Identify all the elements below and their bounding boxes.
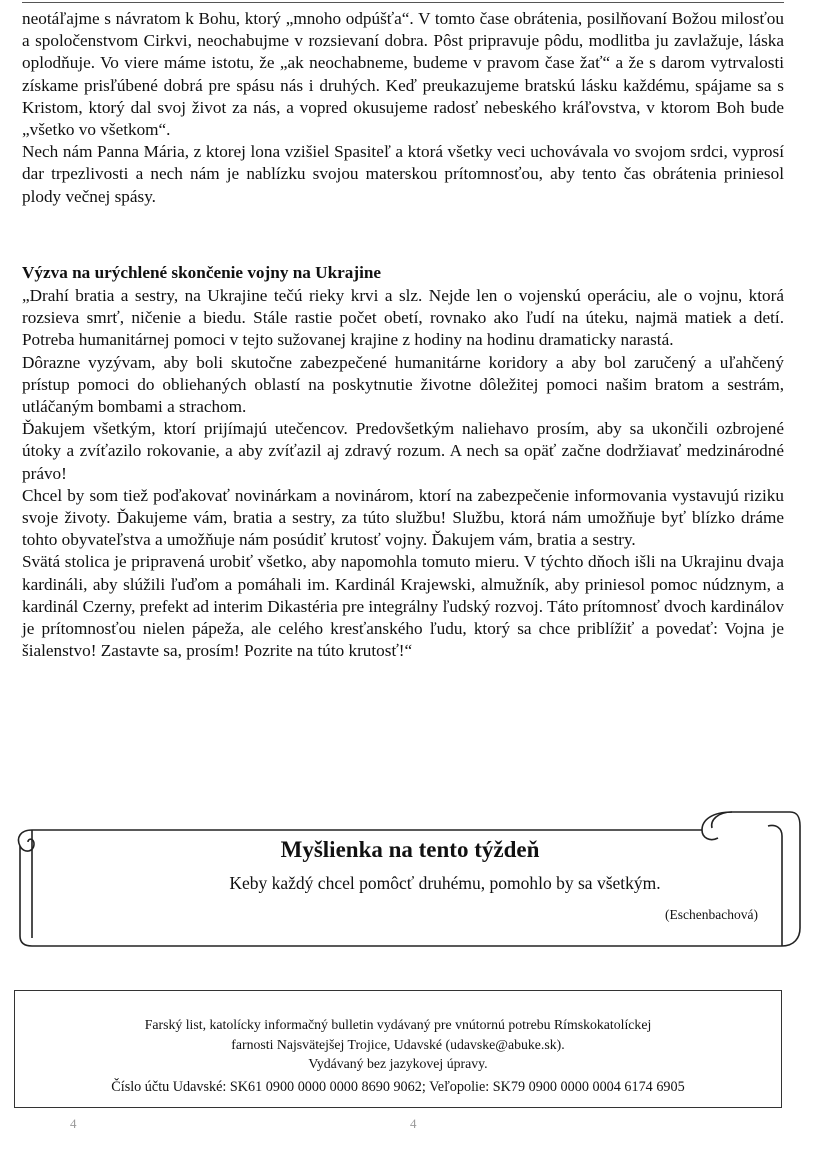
page-number: 4 [70, 1116, 77, 1131]
top-rule [22, 2, 784, 3]
footer-accounts: Číslo účtu Udavské: SK61 0900 0000 0000 8690 9062; Veľopolie: SK79 0900 0000 0004 6174 6905 [111, 1078, 685, 1095]
paragraph: Nech nám Panna Mária, z ktorej lona vzišiel Spasiteľ a ktorá všetky veci uchovávala vo svojom srdci, vyprosí dar trpezlivosti a nech nám je nablízku svojou materskou prítomnosťou, aby tento čas obrátenia priniesol plody večnej spásy. [22, 142, 784, 206]
footer-box [14, 990, 782, 1108]
paragraph: neotáľajme s návratom k Bohu, ktorý „mnoho odpúšťa“. V tomto čase obrátenia, posilňovaní Božou milosťou a spoločenstvom Cirkvi, neochabujme v rozsievaní dobra. Pôst pripravuje pôdu, modlitba ju zavlažuje, láska oplodňuje. Vo viere máme istotu, že „ak neochabneme, budeme v pravom čase žať“ a že s darom vytrvalosti získame prisľúbené dobrá pre spásu nás i druhých. Keď preukazujeme bratskú lásku každému, spájame sa s Kristom, ktorý dal svoj život za nás, a vopred okusujeme radosť nebeského kráľovstva, v ktorom Boh bude „všetko vo všetkom“. [22, 9, 784, 140]
paragraph: Chcel by som tiež poďakovať novinárkam a novinárom, ktorí na zabezpečenie informovania vystavujú riziku svoje životy. Ďakujeme vám, bratia a sestry, za túto službu! Službu, ktorá nám umožňuje byť blízko dráme tohto obyvateľstva a umožňuje nám posúdiť krutosť vojny. Ďakujem vám, bratia a sestry. [22, 485, 784, 550]
paragraph: Ďakujem všetkým, ktorí prijímajú utečencov. Predovšetkým naliehavo prosím, aby sa ukončili ozbrojené útoky a zvíťazilo rokovanie, a aby zvíťazil aj zdravý rozum. A nech sa opäť začne dodržiavať medzinárodné právo! [22, 419, 784, 483]
thought-title: Myšlienka na tento týždeň [280, 837, 540, 862]
closing-paragraphs [22, 8, 784, 208]
section-heading: Výzva na urýchlené skončenie vojny na Ukrajine [22, 263, 382, 282]
footer-line: Farský list, katolícky informačný bulletin vydávaný pre vnútornú potrebu Rímskokatolíckej [144, 1017, 652, 1032]
footer-line: Vydávaný bez jazykovej úpravy. [308, 1056, 488, 1071]
paragraph: Dôrazne vyzývam, aby boli skutočne zabezpečené humanitárne koridory a aby bol zaručený a uľahčený prístup pomoci do obliehaných oblastí na poskytnutie životne dôležitej pomoci našim bratom a sestrám, utláčaným bombami a strachom. [22, 352, 784, 417]
appeal-paragraphs [22, 285, 784, 662]
thought-author: (Eschenbachová) [665, 907, 758, 922]
footer-line: farnosti Najsvätejšej Trojice, Udavské (udavske@abuke.sk). [231, 1036, 565, 1052]
paragraph: Svätá stolica je pripravená urobiť všetko, aby napomohla tomuto mieru. V týchto dňoch išli na Ukrajinu dvaja kardináli, aby slúžili ľuďom a pomáhali im. Kardinál Krajewski, almužník, aby priniesol pomoc núdznym, a kardinál Czerny, prefekt ad interim Dikastéria pre integrálny ľudský rozvoj. Táto prítomnosť dvoch kardinálov je prítomnosťou nielen pápeža, ale celého kresťanského ľudu, ktorý sa chce priblížiť a povedať: Vojna je šialenstvo! Zastavte sa, prosím! Pozrite na túto krutosť!“ [22, 552, 784, 661]
paragraph: „Drahí bratia a sestry, na Ukrajine tečú rieky krvi a slz. Nejde len o vojenskú operáciu, ale o vojnu, ktorá rozsieva smrť, ničenie a biedu. Stále rastie počet obetí, rovnako ako ľudí na úteku, najmä matiek a detí. Potreba humanitárnej pomoci v tejto sužovanej krajine z hodiny na hodinu dramaticky narastá. [22, 286, 784, 350]
thought-text: Keby každý chcel pomôcť druhému, pomohlo by sa všetkým. [229, 873, 661, 893]
page-number: 4 [410, 1116, 417, 1131]
